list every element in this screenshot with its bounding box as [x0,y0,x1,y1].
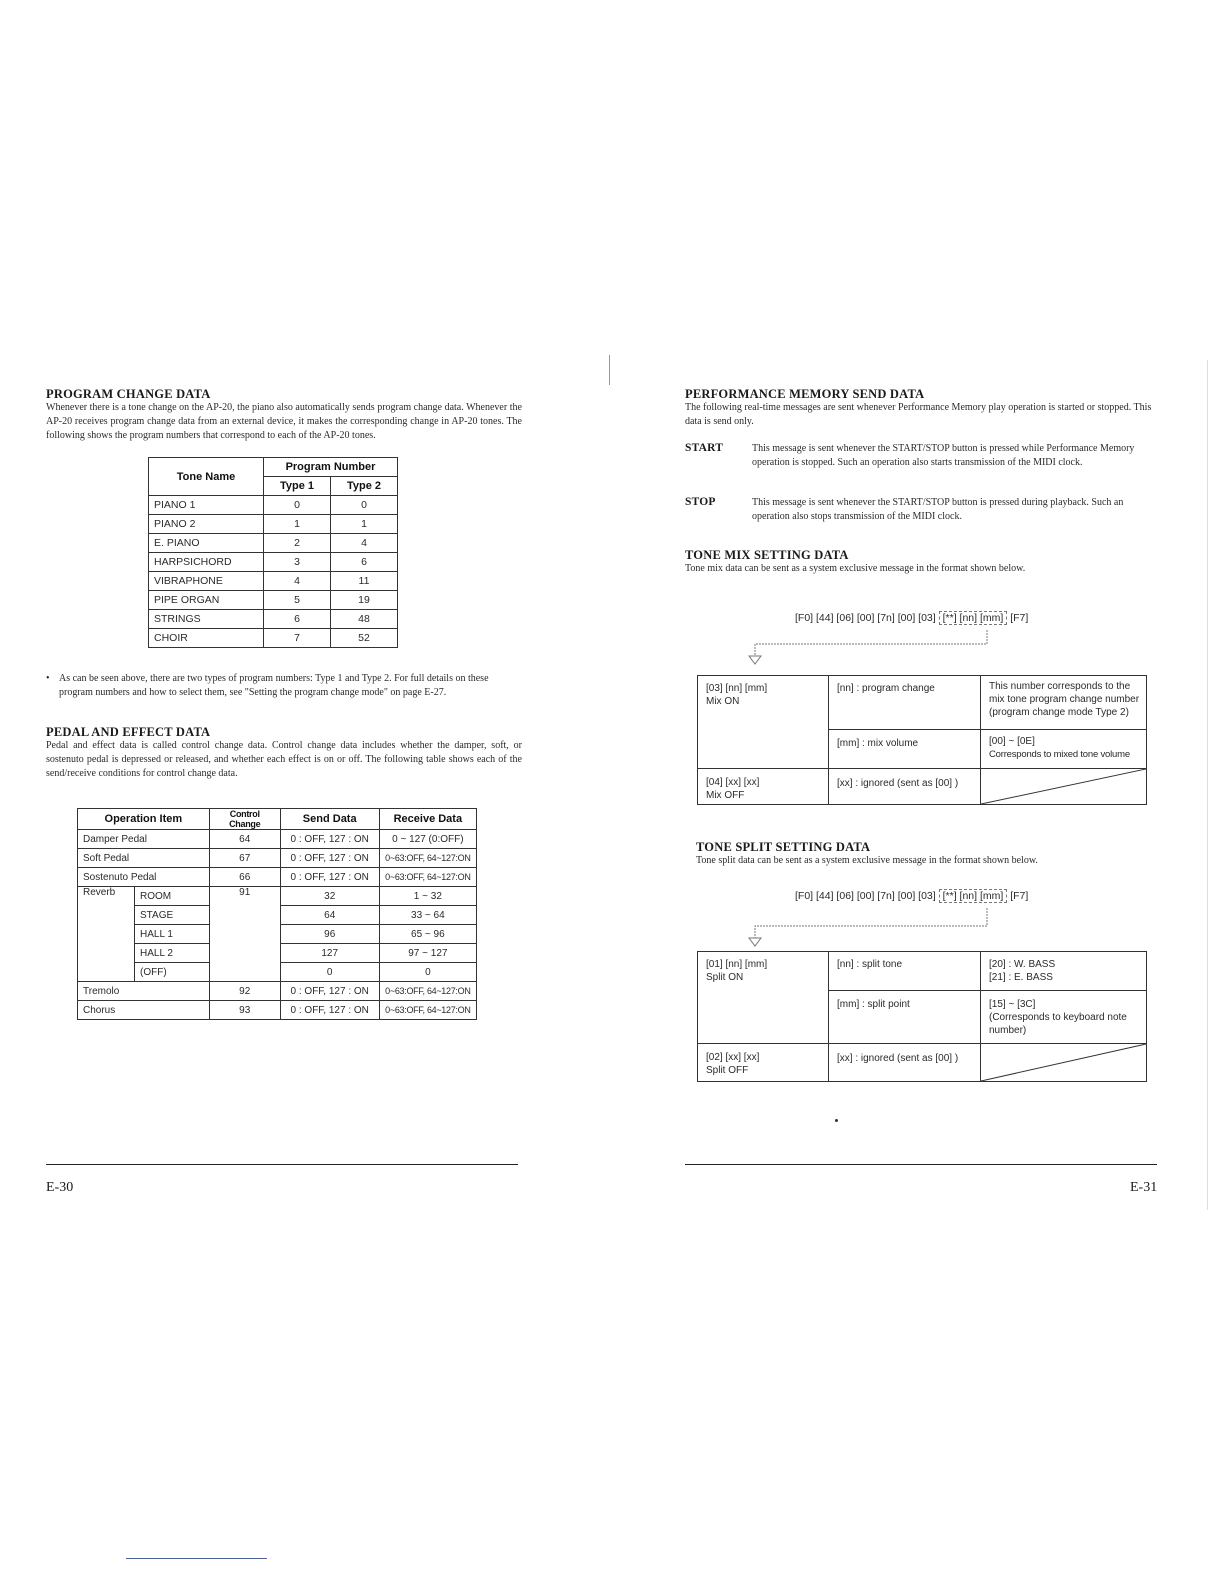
control-change-value: 93 [209,1001,280,1020]
operation-item: Soft Pedal [78,849,210,868]
send-data-value: 0 [280,963,379,982]
send-data-value: 127 [280,944,379,963]
type2-value: 0 [331,496,398,515]
performance-heading: PERFORMANCE MEMORY SEND DATA [685,387,925,401]
type1-header: Type 1 [264,477,331,496]
split-mm-param: [mm] : split point [837,999,910,1010]
reverb-sub: ROOM [135,887,210,906]
tone-split-format [795,890,1028,902]
split-off-code: [02] [xx] [xx] [706,1052,760,1063]
receive-data-value: 0 [379,963,476,982]
empty-cell-slash [981,1044,1147,1082]
control-change-value: 67 [209,849,280,868]
table-row [149,553,398,572]
format-boxed: [**] [nn] [mm] [939,889,1008,903]
stop-description: This message is sent whenever the START/STOP button is pressed during playback. Such an operation also stops transmission of the MIDI clock. [752,497,1124,522]
type2-value: 4 [331,534,398,553]
type1-value: 2 [264,534,331,553]
type1-value: 1 [264,515,331,534]
tone-name-header: Tone Name [149,458,264,496]
mix-on-label: Mix ON [706,696,740,707]
mix-nn-desc: This number corresponds to the mix tone program change number (program change mode Type 2) [989,681,1140,718]
tone-mix-arrow [745,630,1005,666]
send-data-value: 0 : OFF, 127 : ON [280,830,379,849]
type1-value: 6 [264,610,331,629]
mix-off-label: Mix OFF [706,790,745,801]
send-data-value: 0 : OFF, 127 : ON [280,849,379,868]
receive-data-value: 0 ~ 127 (0:OFF) [379,830,476,849]
control-change-value: 66 [209,868,280,887]
type1-value: 4 [264,572,331,591]
reverb-sub: HALL 1 [135,925,210,944]
type2-value: 52 [331,629,398,648]
format-boxed: [**] [nn] [mm] [939,611,1008,625]
mix-on-code: [03] [nn] [mm] [706,683,768,694]
operation-item: Damper Pedal [78,830,210,849]
send-data-value: 0 : OFF, 127 : ON [280,1001,379,1020]
send-data-value: 0 : OFF, 127 : ON [280,868,379,887]
type2-value: 11 [331,572,398,591]
tone-split-arrow [745,908,1005,948]
reverb-sub: HALL 2 [135,944,210,963]
split-mm-range: [15] ~ [3C] [989,999,1036,1010]
type2-value: 48 [331,610,398,629]
mix-nn-param: [nn] : program change [837,683,935,694]
format-suffix: [F7] [1010,612,1029,624]
program-note: As can be seen above, there are two types of program numbers: Type 1 and Type 2. For full details on these program numbers and how to select them, see "Setting the program change mode" on page E-27. [59,673,489,698]
type1-value: 5 [264,591,331,610]
pedal-effect-paragraph: Pedal and effect data is called control change data. Control change data includes whether the damper, soft, or sostenuto pedal is depressed or released, and whether each effect is on or off. The following table shows each of the send/receive conditions for control change data. [46,740,522,779]
tone-mix-heading: TONE MIX SETTING DATA [685,548,849,562]
operation-item-header: Operation Item [78,809,210,830]
send-data-value: 0 : OFF, 127 : ON [280,982,379,1001]
mix-mm-desc: Corresponds to mixed tone volume [989,749,1130,760]
table-row [78,868,477,887]
performance-paragraph: The following real-time messages are sent whenever Performance Memory play operation is started or stopped. This data is send only. [685,402,1152,427]
type2-value: 1 [331,515,398,534]
start-term: START [685,442,724,454]
tone-mix-paragraph: Tone mix data can be sent as a system exclusive message in the format shown below. [685,563,1026,574]
send-data-value: 96 [280,925,379,944]
operation-item: Chorus [78,1001,210,1020]
table-row [149,515,398,534]
table-row [149,572,398,591]
receive-data-value: 0~63:OFF, 64~127:ON [379,849,476,868]
control-change-value: 64 [209,830,280,849]
type2-header: Type 2 [331,477,398,496]
receive-data-header: Receive Data [379,809,476,830]
reverb-sub: (OFF) [135,963,210,982]
tone-name: PIPE ORGAN [149,591,264,610]
tone-name: E. PIANO [149,534,264,553]
send-data-header: Send Data [280,809,379,830]
table-row [78,849,477,868]
receive-data-value: 1 ~ 32 [379,887,476,906]
program-change-heading: PROGRAM CHANGE DATA [46,387,211,401]
stray-dot [835,1119,838,1122]
receive-data-value: 33 ~ 64 [379,906,476,925]
tone-split-heading: TONE SPLIT SETTING DATA [696,840,871,854]
send-data-value: 64 [280,906,379,925]
left-footer-rule [46,1164,518,1165]
receive-data-value: 0~63:OFF, 64~127:ON [379,982,476,1001]
table-row [78,982,477,1001]
right-footer-rule [685,1164,1157,1165]
format-prefix: [F0] [44] [06] [00] [7n] [00] [03] [795,890,936,902]
table-row [149,591,398,610]
type1-value: 3 [264,553,331,572]
tone-mix-format [795,612,1028,624]
table-row [149,629,398,648]
control-change-value: 92 [209,982,280,1001]
tone-name: PIANO 1 [149,496,264,515]
bottom-link-underline [126,1558,267,1559]
split-on-code: [01] [nn] [mm] [706,959,768,970]
scan-mark-center [609,355,610,385]
table-row [78,887,477,906]
tone-name: PIANO 2 [149,515,264,534]
reverb-sub: STAGE [135,906,210,925]
format-prefix: [F0] [44] [06] [00] [7n] [00] [03] [795,612,936,624]
control-change-header: Control Change [209,809,280,830]
mix-off-code: [04] [xx] [xx] [706,777,760,788]
split-mm-desc: (Corresponds to keyboard note number) [989,1012,1127,1036]
split-on-label: Split ON [706,972,744,983]
receive-data-value: 0~63:OFF, 64~127:ON [379,868,476,887]
table-row [78,1001,477,1020]
format-suffix: [F7] [1010,890,1029,902]
operation-item: Sostenuto Pedal [78,868,210,887]
send-data-value: 32 [280,887,379,906]
control-change-table [77,808,477,1020]
tone-split-paragraph: Tone split data can be sent as a system exclusive message in the format shown below. [696,855,1038,866]
table-row [149,610,398,629]
right-page-number: E-31 [1130,1180,1158,1195]
operation-item: Tremolo [78,982,210,1001]
tone-split-table [697,951,1147,1082]
empty-cell-slash [981,769,1147,805]
program-number-header: Program Number [264,458,398,477]
receive-data-value: 65 ~ 96 [379,925,476,944]
tone-name: CHOIR [149,629,264,648]
scan-mark-right [1207,360,1208,1210]
tone-mix-table [697,675,1147,805]
split-nn-desc1: [20] : W. BASS [989,959,1056,970]
program-change-paragraph: Whenever there is a tone change on the AP-20, the piano also automatically sends program change data. Whenever the AP-20 receives program change data from an external device, it makes the corresponding change in AP-20 tones. The following shows the program numbers that correspond to each of the AP-20 tones. [46,402,522,441]
type2-value: 6 [331,553,398,572]
tone-name: STRINGS [149,610,264,629]
stop-term: STOP [685,496,716,508]
type1-value: 7 [264,629,331,648]
tone-name: VIBRAPHONE [149,572,264,591]
mix-mm-param: [mm] : mix volume [837,738,919,749]
mix-mm-range: [00] ~ [0E] [989,736,1035,747]
split-nn-param: [nn] : split tone [837,959,903,970]
type2-value: 19 [331,591,398,610]
table-row [149,534,398,553]
table-row [149,496,398,515]
receive-data-value: 97 ~ 127 [379,944,476,963]
start-description: This message is sent whenever the START/STOP button is pressed while Performance Memory operation is stopped. Such an operation also starts transmission of the MIDI clock. [752,443,1135,468]
split-nn-desc2: [21] : E. BASS [989,972,1053,983]
type1-value: 0 [264,496,331,515]
table-row [78,830,477,849]
bullet-marker: • [46,673,50,684]
reverb-control-change: 91 [209,887,280,982]
split-off-param: [xx] : ignored (sent as [00] ) [837,1053,959,1064]
reverb-label: Reverb [78,887,135,982]
pedal-effect-heading: PEDAL AND EFFECT DATA [46,725,211,739]
tone-name: HARPSICHORD [149,553,264,572]
split-off-label: Split OFF [706,1065,749,1076]
mix-off-param: [xx] : ignored (sent as [00] ) [837,778,959,789]
receive-data-value: 0~63:OFF, 64~127:ON [379,1001,476,1020]
left-page-number: E-30 [46,1180,74,1195]
program-number-table [148,457,398,648]
